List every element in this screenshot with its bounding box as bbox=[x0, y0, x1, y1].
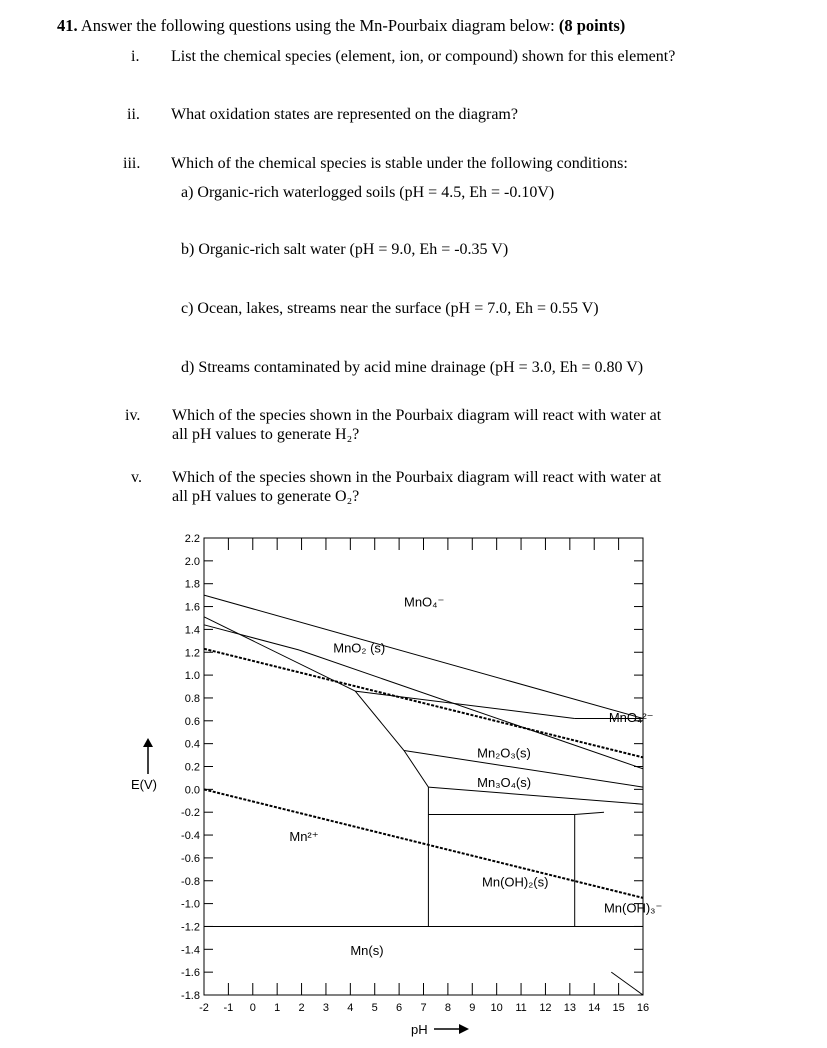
item-numeral-ii: ii. bbox=[127, 106, 140, 123]
phase-boundary-line bbox=[355, 691, 428, 787]
x-tick-label: 13 bbox=[563, 1002, 576, 1014]
region-label: MnO₂ (s) bbox=[333, 640, 386, 656]
item-numeral-i: i. bbox=[131, 48, 140, 65]
y-tick-label: 0.2 bbox=[184, 761, 200, 774]
y-tick-label: 2.0 bbox=[184, 555, 200, 568]
item-numeral-iii: iii. bbox=[123, 155, 141, 172]
y-tick-label: 0.6 bbox=[184, 715, 200, 728]
y-axis-label: E(V) bbox=[131, 777, 157, 792]
y-tick-label: 0.8 bbox=[184, 692, 200, 705]
x-tick-label: 15 bbox=[612, 1002, 625, 1014]
y-tick-label: 1.2 bbox=[184, 647, 200, 660]
x-tick-label: 5 bbox=[371, 1002, 378, 1014]
y-tick-label: 0.4 bbox=[184, 738, 200, 751]
x-tick-label: 10 bbox=[490, 1002, 503, 1014]
region-label: Mn₂O₃(s) bbox=[477, 745, 531, 761]
item-text-ii: What oxidation states are represented on the diagram? bbox=[171, 106, 518, 123]
question-points: (8 points) bbox=[558, 16, 626, 35]
water-stability-line bbox=[204, 789, 643, 898]
region-label: Mn(s) bbox=[350, 943, 384, 959]
item-text-v-line1: Which of the species shown in the Pourbaix diagram will react with water at bbox=[172, 469, 662, 486]
x-axis-label: pH bbox=[411, 1022, 428, 1037]
x-tick-label: 12 bbox=[539, 1002, 552, 1014]
condition-b: b) Organic-rich salt water (pH = 9.0, Eh = -0.35 V) bbox=[181, 241, 509, 258]
x-tick-label: 16 bbox=[636, 1002, 650, 1014]
y-tick-label: -1.6 bbox=[181, 967, 200, 980]
x-tick-label: 14 bbox=[588, 1002, 601, 1014]
y-tick-label: 1.6 bbox=[184, 601, 200, 614]
x-axis-arrowhead bbox=[459, 1024, 469, 1034]
water-stability-line bbox=[204, 649, 643, 761]
item-text-iv-line1: Which of the species shown in the Pourbaix diagram will react with water at bbox=[172, 407, 662, 424]
y-axis-arrowhead bbox=[143, 738, 153, 747]
question-number: 41. bbox=[57, 16, 78, 35]
condition-d: d) Streams contaminated by acid mine drainage (pH = 3.0, Eh = 0.80 V) bbox=[181, 359, 644, 376]
x-tick-label: 2 bbox=[298, 1002, 305, 1014]
item-numeral-v: v. bbox=[131, 469, 142, 486]
region-label: MnO₄⁻ bbox=[403, 594, 445, 610]
item-text-iv-line2: all pH values to generate H₂? bbox=[172, 426, 360, 443]
region-label: Mn²⁺ bbox=[289, 828, 319, 844]
x-tick-label: 4 bbox=[347, 1002, 354, 1014]
item-text-iii: Which of the chemical species is stable under the following conditions: bbox=[171, 155, 628, 172]
y-tick-label: -0.2 bbox=[181, 807, 200, 820]
y-tick-label: 1.0 bbox=[184, 670, 200, 683]
y-tick-label: 0.0 bbox=[184, 784, 200, 797]
region-label: Mn(OH)₃⁻ bbox=[603, 900, 663, 916]
question-intro: Answer the following questions using the Mn-Pourbaix diagram below: bbox=[80, 16, 555, 35]
x-tick-label: 7 bbox=[420, 1002, 427, 1014]
x-tick-label: 8 bbox=[444, 1002, 451, 1014]
y-tick-label: 1.4 bbox=[184, 624, 200, 637]
condition-c: c) Ocean, lakes, streams near the surface (pH = 7.0, Eh = 0.55 V) bbox=[181, 300, 599, 317]
y-tick-label: -1.2 bbox=[181, 921, 200, 934]
phase-boundary-line bbox=[611, 972, 643, 995]
y-tick-label: 2.2 bbox=[184, 533, 200, 545]
y-tick-label: 1.8 bbox=[184, 578, 200, 591]
x-tick-label: -2 bbox=[199, 1002, 209, 1014]
region-label: Mn(OH)₂(s) bbox=[482, 874, 549, 890]
x-tick-label: 3 bbox=[322, 1002, 330, 1014]
y-tick-label: -1.8 bbox=[181, 990, 200, 1002]
phase-boundary-line bbox=[299, 650, 643, 769]
x-tick-label: 1 bbox=[274, 1002, 281, 1014]
region-label: Mn₃O₄(s) bbox=[477, 775, 532, 791]
y-tick-label: -0.6 bbox=[181, 852, 200, 865]
condition-a: a) Organic-rich waterlogged soils (pH = 4.5, Eh = -0.10V) bbox=[181, 184, 555, 201]
y-tick-label: -1.4 bbox=[181, 944, 200, 957]
x-tick-label: -1 bbox=[223, 1002, 234, 1014]
x-tick-label: 6 bbox=[396, 1002, 403, 1014]
y-tick-label: -1.0 bbox=[181, 898, 200, 911]
x-tick-label: 0 bbox=[249, 1002, 256, 1014]
y-tick-label: -0.8 bbox=[181, 875, 200, 888]
phase-boundary-line bbox=[575, 812, 604, 814]
item-text-i: List the chemical species (element, ion, or compound) shown for this element? bbox=[171, 48, 676, 65]
x-tick-label: 11 bbox=[515, 1002, 527, 1014]
phase-boundary-line bbox=[204, 625, 299, 650]
x-tick-label: 9 bbox=[469, 1002, 476, 1014]
item-text-v-line2: all pH values to generate O₂? bbox=[172, 488, 360, 505]
y-tick-label: -0.4 bbox=[181, 830, 200, 843]
region-label: MnO₄²⁻ bbox=[608, 709, 654, 725]
phase-boundary-line bbox=[428, 787, 643, 804]
item-numeral-iv: iv. bbox=[125, 407, 141, 424]
